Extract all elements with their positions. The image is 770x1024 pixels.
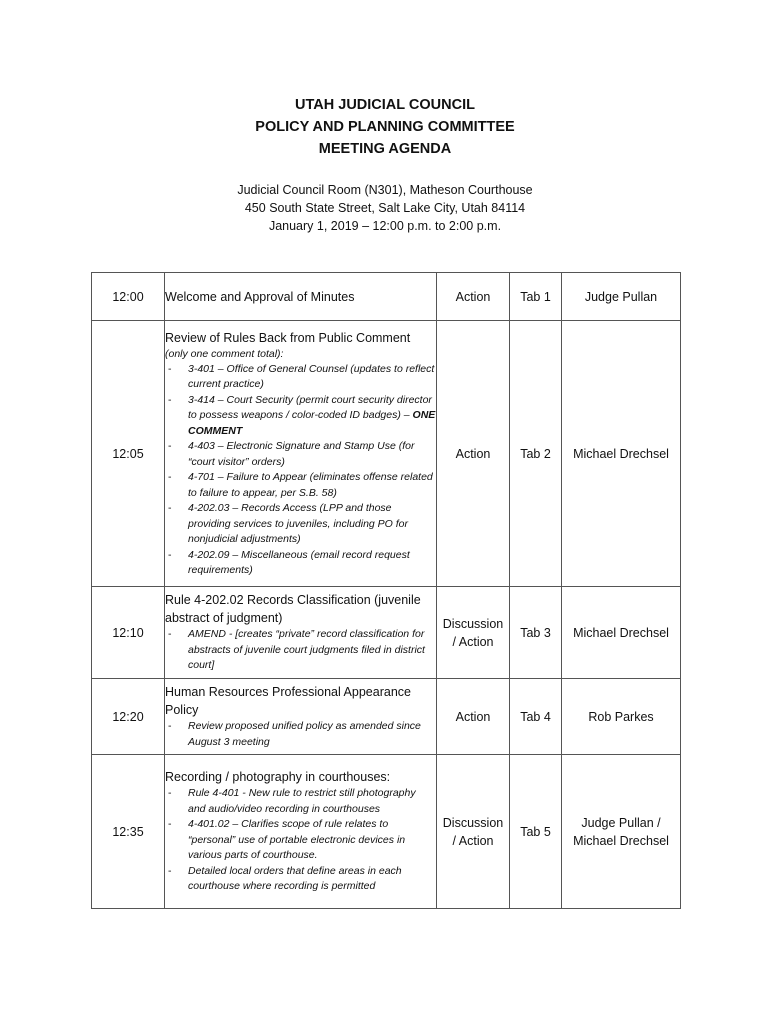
agenda-sub-list [165,719,436,750]
agenda-action: Action [437,273,510,321]
list-item: - 4-202.09 – Miscellaneous (email record request requirements) [165,548,436,579]
agenda-tab: Tab 4 [510,679,562,755]
agenda-action: Action [437,679,510,755]
agenda-time: 12:35 [92,755,165,909]
agenda-tab: Tab 3 [510,587,562,679]
agenda-presenter [562,755,681,909]
list-item: - Detailed local orders that define areas in each courthouse where recording is permitted [165,864,436,895]
meeting-address: 450 South State Street, Salt Lake City, Utah 84114 [244,201,526,215]
agenda-item [165,755,437,909]
agenda-sub-list [165,786,436,895]
agenda-action [437,755,510,909]
list-item: - 4-401.02 – Clarifies scope of rule relates to “personal” use of portable electronic devices in various parts of courthouse. [165,817,436,864]
agenda-action-line: / Action [452,634,494,649]
agenda-presenter-line: Judge Pullan / [581,815,661,830]
agenda-action [437,587,510,679]
agenda-item-title: Rule 4-202.02 Records Classification (juvenile abstract of judgment) [165,593,421,626]
agenda-presenter: Judge Pullan [562,273,681,321]
agenda-item [165,273,437,321]
agenda-action-line: Discussion [442,616,504,631]
agenda-item-title: Welcome and Approval of Minutes [165,289,355,304]
agenda-tab: Tab 2 [510,321,562,587]
comment-emphasis: ONE COMMENT [188,409,436,437]
meeting-datetime: January 1, 2019 – 12:00 p.m. to 2:00 p.m. [268,219,502,233]
agenda-tab: Tab 1 [510,273,562,321]
title-line-agenda: MEETING AGENDA [318,141,452,157]
meeting-details [0,181,770,235]
title-line-committee: POLICY AND PLANNING COMMITTEE [255,119,515,135]
agenda-row [92,321,681,587]
agenda-presenter-line: Michael Drechsel [573,833,669,848]
list-item: - 4-403 – Electronic Signature and Stamp Use (for “court visitor” orders) [165,439,436,470]
list-item: - Rule 4-401 - New rule to restrict still photography and audio/video recording in courthouses [165,786,436,817]
agenda-item-title: Recording / photography in courthouses: [165,770,391,785]
agenda-table [91,272,681,909]
agenda-row [92,755,681,909]
meeting-location: Judicial Council Room (N301), Matheson Courthouse [237,183,533,197]
list-item: - 3-401 – Office of General Counsel (updates to reflect current practice) [165,362,436,393]
agenda-action-line: / Action [452,833,494,848]
agenda-time: 12:00 [92,273,165,321]
agenda-time: 12:20 [92,679,165,755]
list-item [165,393,436,440]
agenda-tab: Tab 5 [510,755,562,909]
document-title [0,94,770,160]
agenda-item [165,587,437,679]
agenda-row [92,587,681,679]
agenda-item-title: Human Resources Professional Appearance Policy [165,685,411,717]
list-item: - 4-701 – Failure to Appear (eliminates offense related to failure to appear, per S.B. 58) [165,470,436,501]
agenda-presenter: Michael Drechsel [562,587,681,679]
agenda-row [92,679,681,755]
agenda-row [92,273,681,321]
list-item-text: 3-414 – Court Security (permit court security director to possess weapons / color-coded ID badges) – [188,393,432,421]
list-item: - AMEND - [creates “private” record classification for abstracts of juvenile court judgments filed in district court] [165,627,436,674]
agenda-time: 12:10 [92,587,165,679]
agenda-sub-list [165,627,436,674]
title-line-council: UTAH JUDICIAL COUNCIL [295,97,475,113]
agenda-item [165,679,437,755]
agenda-item-title: Review of Rules Back from Public Comment [165,330,411,345]
agenda-item-note: (only one comment total): [165,347,284,360]
agenda-presenter: Rob Parkes [562,679,681,755]
agenda-sub-list [165,362,436,579]
list-item: - Review proposed unified policy as amended since August 3 meeting [165,719,436,750]
agenda-action-line: Discussion [442,815,504,830]
agenda-item [165,321,437,587]
list-item: - 4-202.03 – Records Access (LPP and those providing services to juveniles, including PO for nonjudicial adjustments) [165,501,436,548]
agenda-presenter: Michael Drechsel [562,321,681,587]
agenda-time: 12:05 [92,321,165,587]
agenda-action: Action [437,321,510,587]
